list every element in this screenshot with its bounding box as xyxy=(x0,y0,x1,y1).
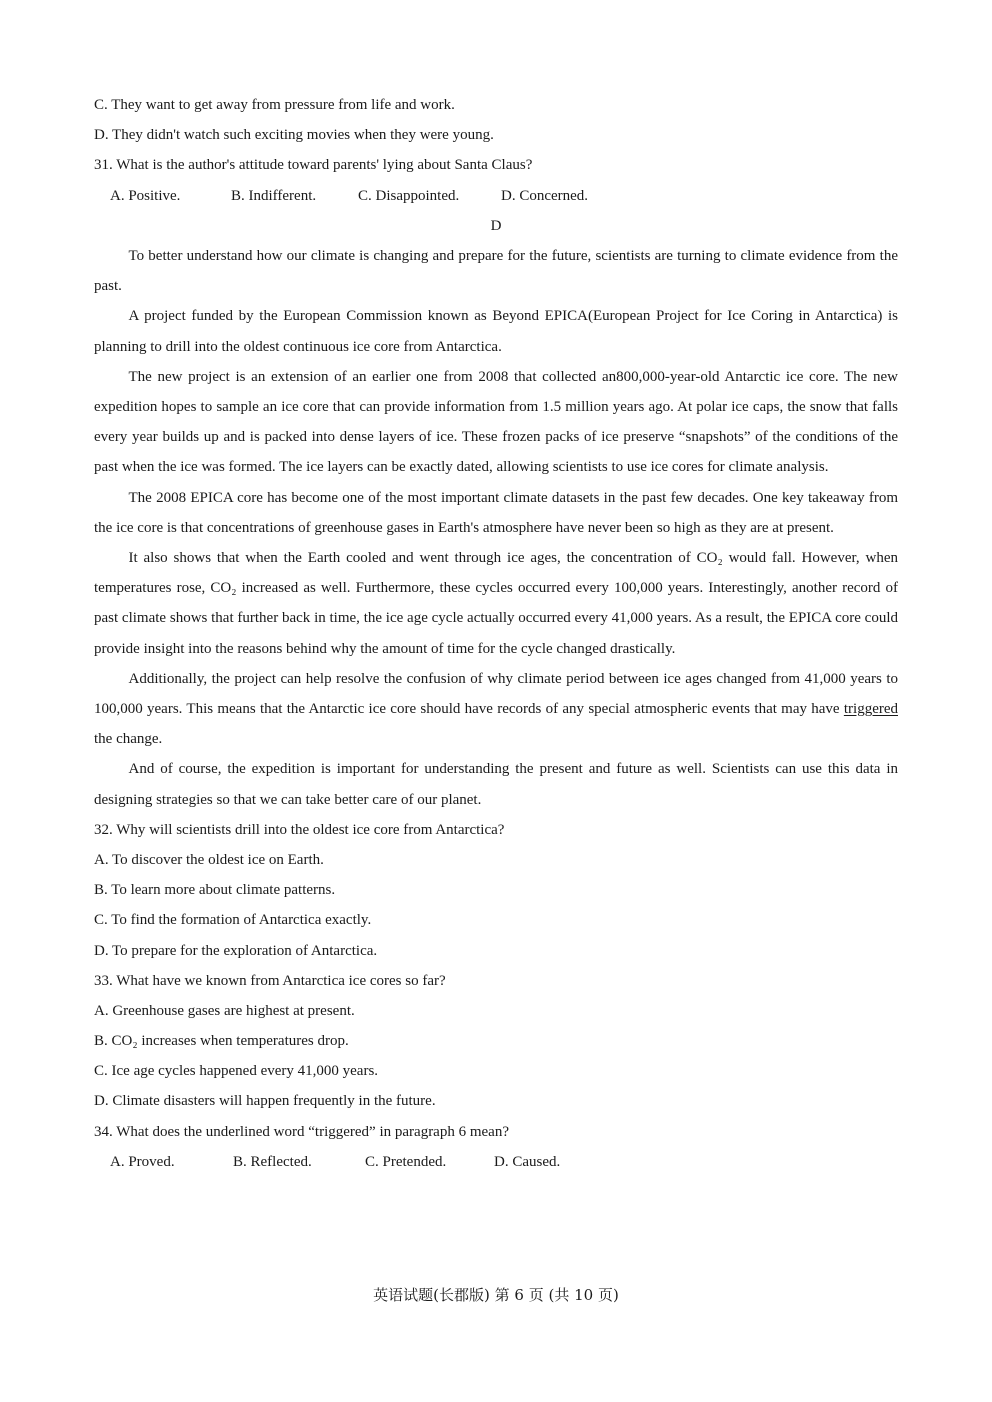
q30-option-c: C. They want to get away from pressure from life and work. xyxy=(94,97,455,113)
q34-option-c: C. Pretended. xyxy=(365,1153,447,1170)
q34-options xyxy=(94,1147,898,1177)
q33-option-c: C. Ice age cycles happened every 41,000 years. xyxy=(94,1063,379,1080)
q31-option-d: D. Concerned. xyxy=(501,187,589,204)
q34-option-a: A. Proved. xyxy=(110,1153,175,1170)
q32-option-a: A. To discover the oldest ice on Earth. xyxy=(94,851,324,868)
passage-paragraph-3: The new project is an extension of an earlier one from 2008 that collected an800,000-year-old Antarctic ice core. The new expedition hopes to sample an ice core that can provide information from 1.5 million years ago. At polar ice caps, the snow that falls every year builds up and is packed into dense layers of ice. These frozen packs of ice preserve “snapshots” of the conditions of the past when the ice was formed. The ice layers can be exactly dated, allowing scientists to use ice cores for climate analysis. xyxy=(94,368,898,476)
passage-paragraph-4: The 2008 EPICA core has become one of the most important climate datasets in the past few decades. One key takeaway from the ice core is that concentrations of greenhouse gases in Earth's atmosphere have never been so high as they are at present. xyxy=(94,489,898,536)
q32-stem: 32. Why will scientists drill into the oldest ice core from Antarctica? xyxy=(94,821,505,838)
q31-option-b: B. Indifferent. xyxy=(231,187,317,204)
q31-option-c: C. Disappointed. xyxy=(358,187,460,204)
q30-option-d: D. They didn't watch such exciting movies when they were young. xyxy=(94,127,494,144)
q34-option-d: D. Caused. xyxy=(494,1153,561,1170)
paragraph-6-text: Additionally, the project can help resolve the confusion of why climate period between ice ages changed from 41,000 years to 100,000 years. This means that the Antarctic ice core should have records of any special atmospheric events that may have xyxy=(94,670,898,717)
passage-paragraph-2: A project funded by the European Commission known as Beyond EPICA(European Project for Ice Coring in Antarctica) is planning to drill into the oldest continuous ice core from Antarctica. xyxy=(94,308,898,355)
q33-option-b: B. CO₂ increases when temperatures drop. xyxy=(94,1033,349,1050)
exam-page xyxy=(94,90,898,1177)
passage-paragraph-1: To better understand how our climate is changing and prepare for the future, scientists are turning to climate evidence from the past. xyxy=(94,247,898,295)
page-footer: 英语试题(长郡版) 第 6 页 (共 10 页) xyxy=(373,1286,619,1304)
q31-options xyxy=(94,181,898,211)
passage-paragraph-7: And of course, the expedition is important for understanding the present and future as well. Scientists can use this data in designing strategies so that we can take better care of our planet. xyxy=(94,761,898,808)
q34-option-b: B. Reflected. xyxy=(233,1153,312,1170)
passage-paragraph-6 xyxy=(94,664,898,755)
q32-option-c: C. To find the formation of Antarctica exactly. xyxy=(94,912,372,929)
q33-option-d: D. Climate disasters will happen frequently in the future. xyxy=(94,1093,436,1110)
q33-option-a: A. Greenhouse gases are highest at present. xyxy=(94,1002,355,1019)
paragraph-6-ending: the change. xyxy=(94,731,163,748)
underlined-word-triggered: triggered xyxy=(843,700,898,717)
section-label: D xyxy=(490,217,502,234)
q34-stem: 34. What does the underlined word “triggered” in paragraph 6 mean? xyxy=(94,1123,509,1140)
q32-option-d: D. To prepare for the exploration of Antarctica. xyxy=(94,942,378,959)
q31-option-a: A. Positive. xyxy=(110,187,181,204)
q31-stem: 31. What is the author's attitude toward parents' lying about Santa Claus? xyxy=(94,157,533,174)
q33-stem: 33. What have we known from Antarctica ice cores so far? xyxy=(94,972,446,989)
q32-option-b: B. To learn more about climate patterns. xyxy=(94,882,336,899)
passage-paragraph-5: It also shows that when the Earth cooled and went through ice ages, the concentration of CO₂ would fall. However, when temperatures rose, CO₂ increased as well. Furthermore, these cycles occurred every 100,000 years. Interestingly, another record of past climate shows that further back in time, the ice age cycle actually occurred every 41,000 years. As a result, the EPICA core could provide insight into the reasons behind why the amount of time for the cycle changed drastically. xyxy=(94,549,898,657)
